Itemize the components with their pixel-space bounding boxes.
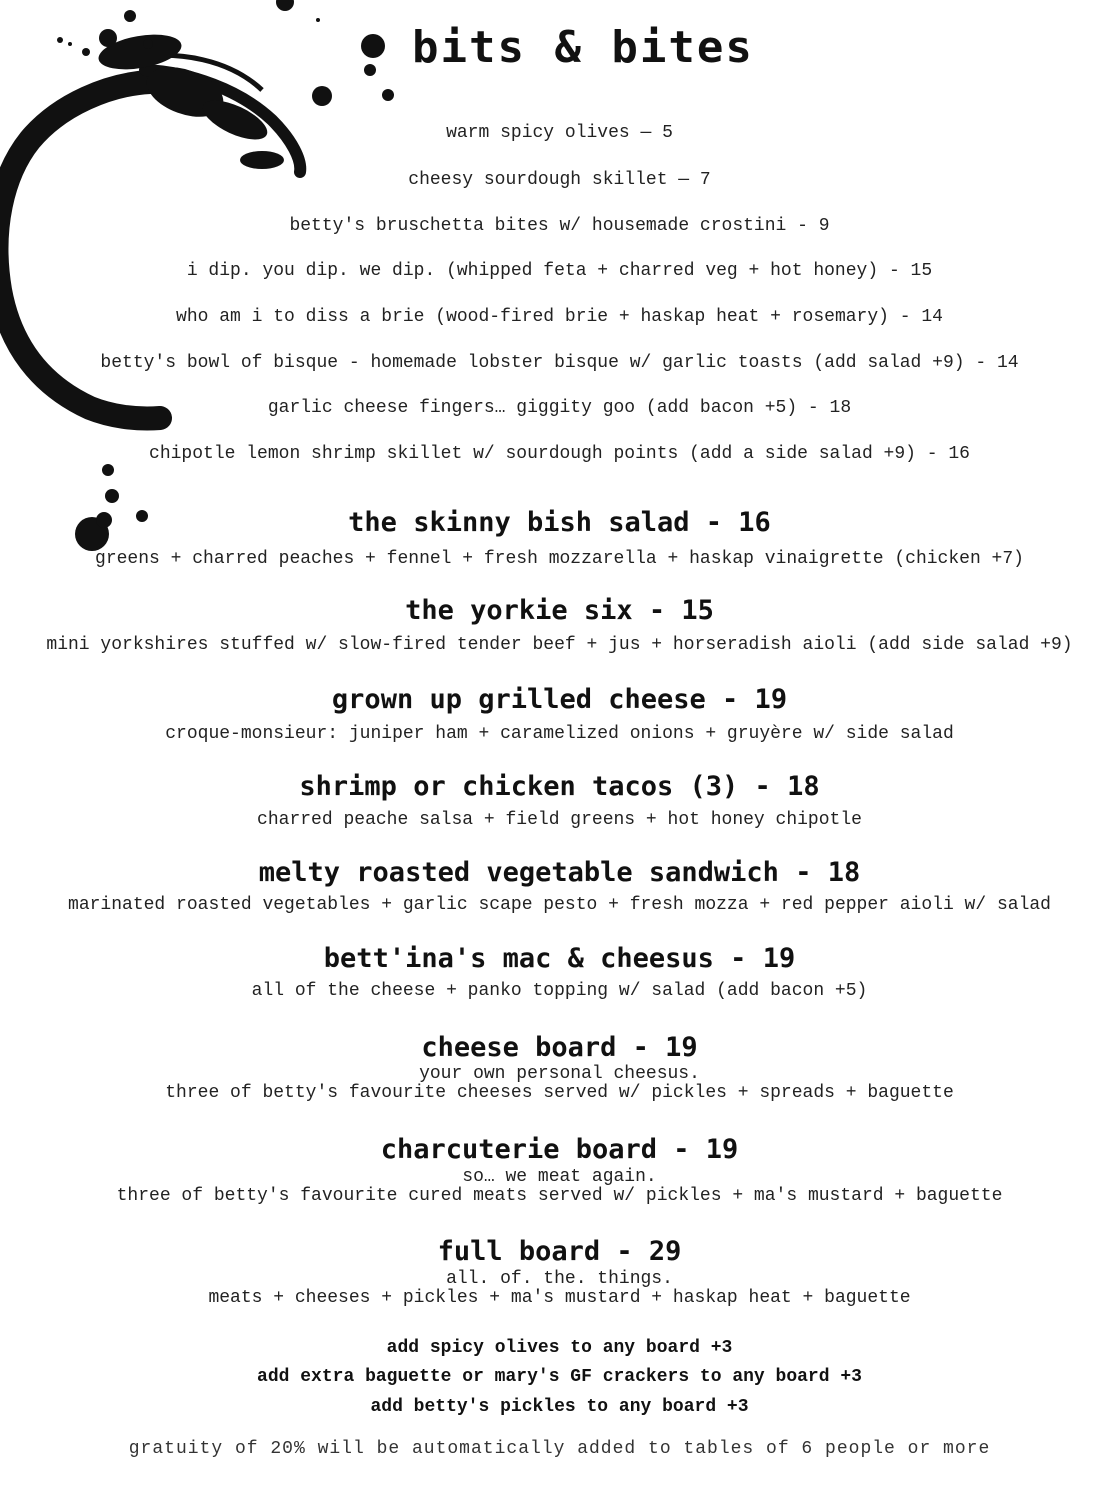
menu-item-name: shrimp or chicken tacos (3) - 18 <box>299 771 820 802</box>
menu-item-name: bett'ina's mac & cheesus - 19 <box>323 943 796 974</box>
menu-item-description: greens + charred peaches + fennel + fresh mozzarella + haskap vinaigrette (chicken +7) <box>95 549 1024 569</box>
menu-item-description: charred peache salsa + field greens + hot honey chipotle <box>257 810 862 830</box>
bite-item: betty's bowl of bisque - homemade lobster bisque w/ garlic toasts (add salad +9) - 14 <box>100 353 1019 373</box>
bite-item: cheesy sourdough skillet — 7 <box>408 170 711 190</box>
menu-item-name: cheese board - 19 <box>421 1032 698 1063</box>
menu-item-name: the skinny bish salad - 16 <box>348 507 771 538</box>
menu-item-tagline: all. of. the. things. <box>446 1269 673 1289</box>
menu-item-description: meats + cheeses + pickles + ma's mustard + haskap heat + baguette <box>208 1288 911 1308</box>
menu-item-name: full board - 29 <box>437 1236 682 1267</box>
bite-item: who am i to diss a brie (wood-fired brie + haskap heat + rosemary) - 14 <box>176 307 943 327</box>
bite-item: garlic cheese fingers… giggity goo (add bacon +5) - 18 <box>267 398 852 418</box>
menu-item-description: three of betty's favourite cured meats served w/ pickles + ma's mustard + baguette <box>116 1186 1003 1206</box>
menu-item-description: three of betty's favourite cheeses served w/ pickles + spreads + baguette <box>165 1083 954 1103</box>
menu-item-name: grown up grilled cheese - 19 <box>331 684 788 715</box>
menu-item-tagline: so… we meat again. <box>462 1167 657 1187</box>
bite-item: warm spicy olives — 5 <box>446 123 673 143</box>
board-addon: add extra baguette or mary's GF crackers to any board +3 <box>257 1367 862 1387</box>
menu-item-tagline: your own personal cheesus. <box>419 1064 700 1084</box>
menu-item-description: croque-monsieur: juniper ham + caramelized onions + gruyère w/ side salad <box>165 724 954 744</box>
menu-title: bits & bites <box>412 22 754 73</box>
bite-item: chipotle lemon shrimp skillet w/ sourdough points (add a side salad +9) - 16 <box>149 444 970 464</box>
menu-item-description: all of the cheese + panko topping w/ salad (add bacon +5) <box>251 981 868 1001</box>
menu-item-name: the yorkie six - 15 <box>405 595 714 626</box>
bite-item: i dip. you dip. we dip. (whipped feta + charred veg + hot honey) - 15 <box>186 261 933 281</box>
menu-item-description: mini yorkshires stuffed w/ slow-fired tender beef + jus + horseradish aioli (add side salad +9) <box>46 635 1073 655</box>
menu-item-description: marinated roasted vegetables + garlic scape pesto + fresh mozza + red pepper aioli w/ salad <box>68 895 1051 915</box>
menu-item-name: melty roasted vegetable sandwich - 18 <box>258 857 861 888</box>
gratuity-note: gratuity of 20% will be automatically added to tables of 6 people or more <box>128 1439 991 1459</box>
board-addon: add spicy olives to any board +3 <box>386 1338 733 1358</box>
bite-item: betty's bruschetta bites w/ housemade crostini - 9 <box>289 216 830 236</box>
board-addon: add betty's pickles to any board +3 <box>370 1397 749 1417</box>
menu-item-name: charcuterie board - 19 <box>380 1134 739 1165</box>
